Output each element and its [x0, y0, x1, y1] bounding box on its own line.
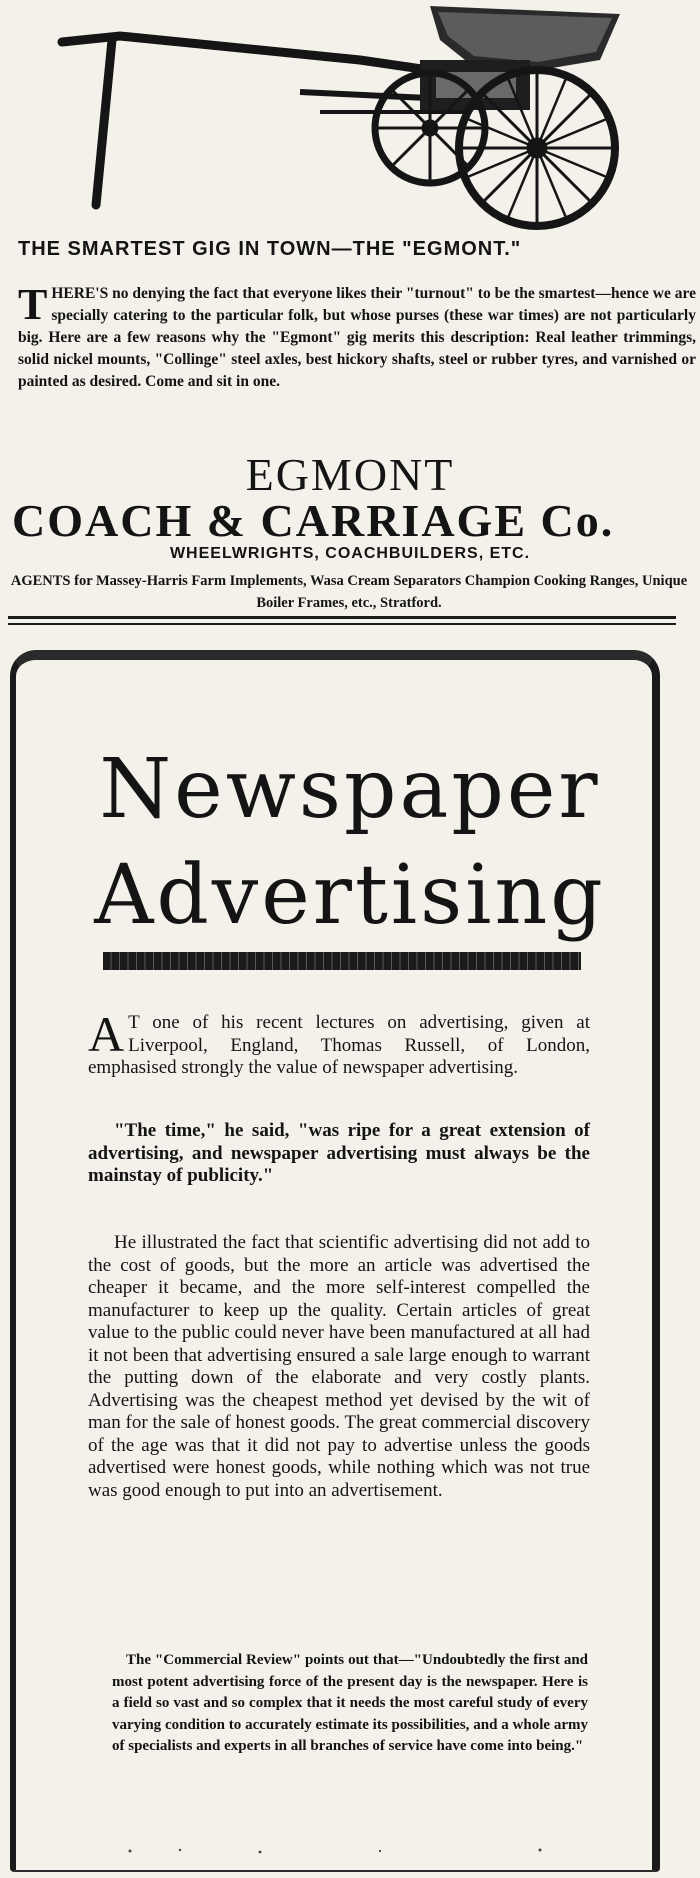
article-paragraph-1-text: T one of his recent lectures on advertising, given at Liverpool, England, Thomas Russell, of London, emphasised strongly the value of newspaper advertising.: [88, 1012, 590, 1078]
article-paragraph-3: He illustrated the fact that scientific advertising did not add to the cost of goods, but the more an article was advertised the cheaper it became, and the more self-interest compelled the manufacturer to keep up the quality. Certain articles of great value to the public could never have been manufactured at all had it not been that advertising ensured a sale large enough to warrant the putting down of the elaborate and very costly plants. Advertising was the cheapest method yet devised by the wit of man for the sale of honest goods. The great commercial discovery of the age was that it did not pay to advertise unless the goods advertised were honest goods, while nothing which was not true was good enough to put into an advertisement.: [88, 1232, 590, 1501]
gig-front-wheel: [459, 70, 615, 226]
firm-name-line2: COACH & CARRIAGE Co.: [12, 495, 615, 546]
article-paragraph-1: [88, 1006, 590, 1080]
print-specks: [120, 1846, 580, 1856]
firm-trades: WHEELWRIGHTS, COACHBUILDERS, ETC.: [169, 545, 531, 562]
article-title-line1: Newspaper: [99, 742, 601, 837]
gig-ad-headline: THE SMARTEST GIG IN TOWN—THE "EGMONT.": [18, 238, 522, 260]
divider-rule: [8, 616, 676, 619]
gig-ad-body: [18, 280, 696, 393]
article-paragraph-4: The "Commercial Review" points out that—"Undoubtedly the first and most potent advertising force of the present day is the newspaper. Here is a field so vast and so complex that it needs the most careful study of every varying condition to accurately estimate its possibilities, and a whole army of specialists and experts in all branches of service have come into being.": [112, 1652, 588, 1754]
article-title-line2: Advertising: [94, 848, 606, 943]
divider-rule: [8, 623, 676, 625]
gig-ad-text: HERE'S no denying the fact that everyone likes their "turnout" to be the smartest—hence we are specially catering to the particular folk, but whose purses (these war times) are not particularly big. Here are a few reasons why the "Egmont" gig merits this description: Real leather trimmings, solid nickel mounts, "Collinge" steel axles, best hickory shafts, steel or rubber tyres, and varnished or painted as desired. Come and sit in one.: [18, 285, 696, 390]
gig-rear-wheel: [375, 73, 485, 183]
firm-name-line1: EGMONT: [245, 449, 455, 500]
article-paragraph-2: "The time," he said, "was ripe for a great extension of advertising, and newspaper advertising must always be the mainstay of publicity.": [88, 1120, 590, 1186]
gig-ad-dropcap: T: [18, 280, 48, 329]
article-dropcap: A: [88, 1006, 125, 1062]
title-underline-bar: [103, 952, 581, 970]
firm-agents: AGENTS for Massey-Harris Farm Implements, Wasa Cream Separators Champion Cooking Ranges, Unique Boiler Frames, etc., Stratford.: [10, 573, 688, 611]
gig-illustration: [0, 0, 700, 240]
